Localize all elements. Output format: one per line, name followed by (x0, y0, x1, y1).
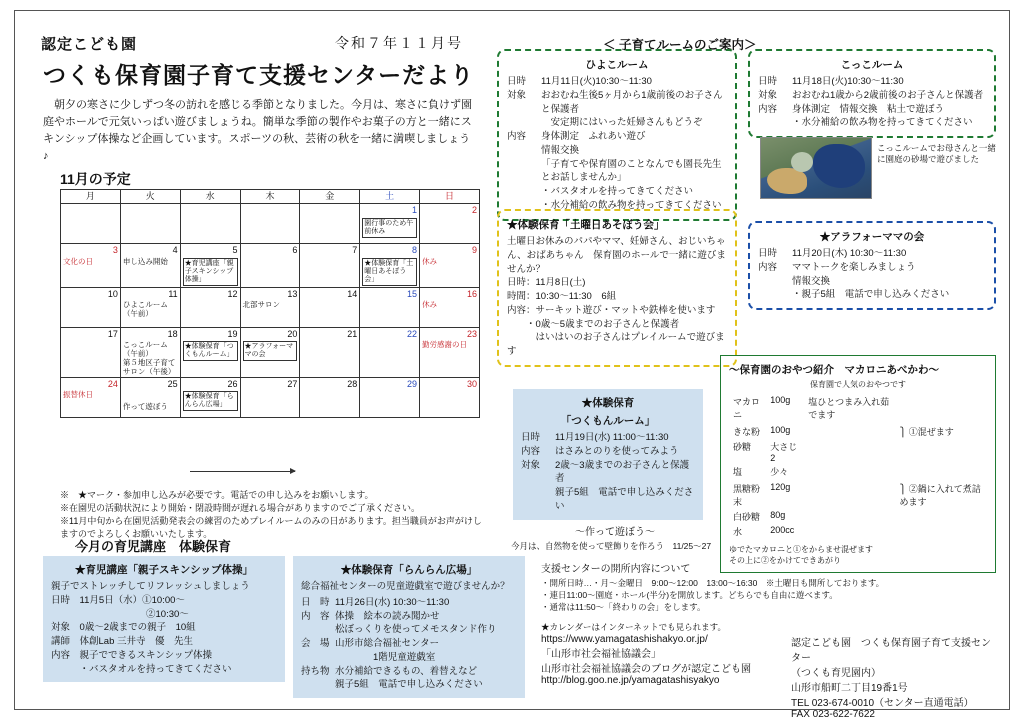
okashi-note: 塩ひとつまみ入れ茹でます (808, 396, 890, 420)
kokko-detail-row-label: 内容 (758, 103, 778, 115)
calendar-day-note: 休み (422, 256, 438, 266)
calendar-day-number: 14 (347, 288, 358, 299)
center-info-links[interactable] (541, 634, 791, 720)
calendar-day-number: 24 (107, 378, 118, 389)
calendar-day-cell[interactable] (120, 287, 180, 327)
calendar-weekday-5: 土 (360, 190, 420, 204)
arafo-detail-row-label (758, 288, 792, 302)
kokko-detail-row-label: 対象 (758, 89, 778, 101)
calendar-day-cell[interactable] (420, 327, 480, 377)
hiyoko-detail-row (507, 130, 727, 144)
hiyoko-detail-row-label: 日時 (507, 76, 527, 87)
hiyoko-detail-row-value: ・水分補給の飲み物を持ってきてください (541, 199, 722, 211)
calendar-week-row (61, 287, 480, 327)
okashi-name: 塩 (733, 466, 743, 477)
hiyoko-detail-row-value: おおむね生後5ヶ月から1歳前後のお子さんと保護者 (541, 89, 723, 115)
calendar-weekday-4: 金 (300, 190, 360, 204)
tsukumon-detail-row (521, 486, 695, 514)
tsukumon-detail-row-value: 親子5組 電話で申し込みください (555, 487, 694, 512)
calendar-day-cell[interactable] (420, 244, 480, 287)
tsukumon-detail-row-label: 内容 (521, 445, 541, 457)
ranran-detail-row (301, 623, 517, 637)
ranran-detail-row-label: 会 場 (301, 638, 330, 650)
calendar-day-cell[interactable] (240, 244, 300, 287)
calendar-note: ※11月中旬から在園児活動発表会の練習のためプレイルームのみの日があります。担当職員がお声がけしますのでよろしくお願いいたします。 (60, 516, 482, 540)
calendar-weekday-6: 日 (420, 190, 480, 204)
calendar-day-note: 文化の日 (63, 256, 93, 266)
calendar-day-number: 4 (172, 245, 178, 256)
calendar-day-note: 勤労感謝の日 (422, 339, 468, 349)
ranran-detail-row-label: 日 時 (301, 596, 330, 608)
okashi-title: ～保育園のおやつ紹介 マカロニあべかわ～ (729, 364, 939, 376)
calendar-asobo-label: 作って遊ぼう (122, 402, 168, 412)
calendar-day-number: 18 (167, 328, 178, 339)
tsukumon-detail-row-value: 11月19日(水) 11:00～11:30 (555, 432, 669, 443)
calendar-day-number: 20 (287, 328, 298, 339)
okashi-name: 黒糖粉末 (733, 483, 761, 507)
calendar-day-cell[interactable] (360, 204, 420, 244)
ikuji-detail-line: ・バスタオルを持ってきてください (51, 663, 232, 675)
doyou-detail-line: 時間：10:30～11:30 6組 (507, 291, 617, 303)
center-info-title: 支援センターの開所内容について (541, 564, 691, 575)
center-info-footer-line: （つくも育児園内） (791, 667, 881, 679)
center-info-footer-line: TEL 023-674-0010（センター直通電話） (791, 697, 974, 709)
calendar-day-note: ★アラフォーママの会 (243, 341, 298, 361)
calendar-day-cell[interactable] (180, 244, 240, 287)
tsukumon-detail-row-label: 対象 (521, 459, 541, 471)
okashi-row (729, 481, 987, 509)
calendar-day-note: 第５地区子育てサロン（午後） (122, 357, 176, 376)
calendar-day-note: ★体験保育「らんらん広場」 (183, 391, 238, 411)
tsukumon-detail-row-value: 2歳～3歳までのお子さんと保護者 (555, 459, 690, 485)
center-info-line: ・通常は11:50～「終わりの会」をします。 (541, 601, 706, 612)
okashi-name: きな粉 (733, 426, 761, 437)
ranran-detail-row-value: 11月26日(水) 10:30～11:30 (335, 596, 450, 608)
calendar-day-cell[interactable] (300, 377, 360, 417)
okashi-note (804, 439, 895, 464)
arafo-detail-row-label (758, 275, 792, 289)
calendar-weekday-1: 火 (120, 190, 180, 204)
calendar-day-note: 休み (422, 299, 438, 309)
calendar-day-number: 30 (466, 378, 477, 389)
ikuji-detail-line: 日時 11月5日（水）①10:00～ (51, 594, 185, 606)
calendar-table (60, 189, 480, 418)
calendar-day-cell[interactable] (360, 244, 420, 287)
center-info-line: ・連日11:00～園庭・ホール(半分)を開放します。どちらでも自由に遊べます。 (541, 589, 838, 600)
calendar-day-number: 9 (471, 245, 477, 256)
okashi-row (729, 394, 987, 422)
ranran-detail-row (301, 610, 517, 624)
calendar-day-cell[interactable] (300, 327, 360, 377)
ranran-detail-row-value: 親子5組 電話で申し込みください (335, 679, 483, 691)
hiyoko-detail-row (507, 89, 727, 117)
okashi-amount: 200cc (770, 524, 795, 535)
calendar-day-cell[interactable] (240, 287, 300, 327)
ikuji-detail-line: 親子でストレッチしてリフレッシュしましょう (51, 581, 250, 592)
calendar-day-number: 7 (352, 245, 358, 256)
calendar-day-cell[interactable] (61, 377, 121, 417)
center-info-line: ・開所日時…・月～金曜日 9:00～12:00 13:00～16:30 ※土曜日も開所しております。 (541, 578, 885, 588)
hiyoko-detail-row-value: 情報交換 (541, 144, 580, 156)
okashi-box (720, 355, 996, 573)
calendar-day-cell[interactable] (300, 204, 360, 244)
arafo-detail-row-value: ママトークを楽しみましょう (792, 261, 916, 273)
calendar-day-number: 23 (466, 328, 477, 339)
ranran-hiroba-title: ★体験保育「らんらん広場」 (340, 564, 478, 576)
calendar-day-cell[interactable] (360, 327, 420, 377)
ranran-detail-row-value: 松ぼっくりを使ってメモスタンド作り (335, 624, 497, 636)
hiyoko-detail-row-label: 対象 (507, 89, 527, 101)
okashi-row (729, 424, 987, 439)
hiyoko-detail-row (507, 158, 727, 186)
calendar-day-number: 17 (107, 328, 118, 339)
hiyoko-detail-row (507, 75, 727, 89)
arafo-detail-row (758, 275, 986, 289)
hiyoko-detail-row (507, 185, 727, 199)
page-title: つくも保育園子育て支援センターだより (43, 62, 475, 88)
okashi-subtitle: 保育園で人気のおやつです (810, 380, 906, 389)
okashi-amount: 80g (770, 509, 786, 520)
calendar-day-note: 北部サロン (242, 299, 281, 309)
arafo-mama-box (748, 221, 996, 310)
ranran-hiroba-intro: 総合福祉センターの児童遊戯室で遊びませんか？ (301, 581, 510, 592)
center-info-lines (541, 578, 991, 614)
ranran-detail-row-value: 1階児童遊戯室 (335, 651, 436, 663)
calendar-header-row (61, 190, 480, 204)
hiyoko-detail-row-value: 「子育てや保育園のことなんでも園長先生とお話しませんか」 (541, 158, 722, 184)
doyou-asobokai-details (507, 235, 727, 359)
calendar-day-note: 園行事のため午前休み (362, 218, 417, 238)
calendar-day-cell[interactable] (300, 287, 360, 327)
tsukumon-detail-row-value: はさみとのりを使ってみよう (555, 445, 679, 457)
hiyoko-detail-row-label (507, 158, 541, 186)
okashi-amount: 100g (770, 424, 791, 435)
calendar-day-number: 8 (412, 245, 418, 256)
hiyoko-detail-row-value: 安定期にはいった妊婦さんもどうぞ (541, 117, 703, 129)
asobo-title: ～作って遊ぼう～ (575, 527, 655, 538)
okashi-amount: 120g (770, 481, 791, 492)
calendar-day-number: 26 (227, 378, 238, 389)
ranran-detail-row (301, 637, 517, 651)
calendar-day-cell[interactable] (360, 287, 420, 327)
kokko-detail-row-value: 身体測定 情報交換 粘土で遊ぼう (792, 103, 945, 115)
okashi-amount: 少々 (770, 466, 789, 477)
arafo-detail-row (758, 261, 986, 275)
calendar-day-cell[interactable] (240, 204, 300, 244)
calendar-day-cell[interactable] (420, 287, 480, 327)
okashi-recipe-table (729, 394, 987, 539)
calendar-day-number: 29 (407, 378, 418, 389)
ranran-hiroba-box (293, 556, 525, 698)
okashi-name: 白砂糖 (733, 511, 761, 522)
calendar-day-number: 16 (466, 288, 477, 299)
arafo-mama-details (758, 247, 986, 302)
calendar-day-number: 27 (287, 378, 298, 389)
photo-child (791, 152, 813, 172)
calendar-day-number: 6 (292, 245, 298, 256)
hiyoko-detail-row-label: 内容 (507, 131, 527, 143)
calendar-weekday-2: 水 (180, 190, 240, 204)
ikuji-detail-line: 対象 0歳～2歳までの親子 10組 (51, 622, 196, 634)
center-info-footer-line: FAX 023-622-7622 (791, 708, 875, 720)
calendar-day-number: 2 (471, 205, 477, 216)
photo-figure (813, 144, 865, 188)
asobo-arrow (190, 471, 295, 472)
okashi-brace-2: ⎫ ②鍋に入れて煮詰めます (899, 483, 981, 507)
ranran-detail-row (301, 665, 517, 679)
tsukumon-room-title2: 「つくもんルーム」 (560, 415, 656, 427)
ikuji-detail-line: 内容 親子でできるスキンシップ体操 (51, 649, 212, 661)
tsukumon-room-details (521, 431, 695, 514)
arafo-mama-title: ★アラフォーママの会 (819, 231, 925, 243)
calendar-day-number: 25 (167, 378, 178, 389)
hiyoko-room-title: ひよこルーム (585, 59, 649, 71)
doyou-detail-line: 内容：サーキット遊び・マットや鉄棒を使います (507, 304, 716, 316)
calendar-day-cell[interactable] (180, 287, 240, 327)
hiyoko-detail-row-value: 身体測定 ふれあい遊び (541, 131, 646, 143)
center-info-footer-line: 認定こども園 つくも保育園子育て支援センター (791, 637, 991, 664)
ranran-detail-row-value: 水分補給できるもの、着替えなど (335, 665, 478, 677)
okashi-name: マカロニ (733, 396, 761, 420)
ranran-detail-row (301, 678, 517, 692)
calendar-day-number: 5 (232, 245, 238, 256)
calendar-day-cell[interactable] (420, 204, 480, 244)
calendar-day-cell[interactable] (61, 244, 121, 287)
okashi-amount: 大さじ2 (770, 441, 798, 463)
arafo-detail-row (758, 247, 986, 261)
calendar-day-number: 13 (287, 288, 298, 299)
photo-caption: こっこルームでお母さんと一緒に園庭の砂場で遊びました (877, 143, 996, 165)
okashi-note (804, 424, 895, 439)
hiyoko-detail-row-value: ・バスタオルを持ってきてください (541, 186, 694, 198)
calendar-notes (60, 489, 490, 541)
kokko-room-details (758, 75, 986, 130)
calendar-day-number: 19 (227, 328, 238, 339)
ranran-detail-row (301, 596, 517, 610)
kokko-detail-row (758, 89, 986, 103)
center-info-footer (791, 634, 991, 720)
ranran-hiroba-details (301, 596, 517, 692)
hiyoko-detail-row-label (507, 144, 541, 158)
guide-heading: ＜ 子育てルームのご案内＞ (603, 38, 757, 52)
calendar-day-cell[interactable] (180, 204, 240, 244)
arafo-detail-row-label: 日時 (758, 248, 778, 259)
ranran-detail-row-label (301, 651, 335, 665)
calendar-day-note: こっこルーム（午前） (122, 339, 168, 358)
okashi-step: ゆでたマカロニと①をからませ混ぜます (729, 544, 873, 554)
tsukumon-detail-row-label (521, 486, 555, 514)
hiyoko-detail-row-label (507, 116, 541, 130)
calendar-day-number: 3 (112, 245, 118, 256)
kokko-detail-row-value: ・水分補給の飲み物を持ってきてください (792, 117, 973, 129)
ranran-detail-row-label: 内 容 (301, 610, 330, 622)
calendar-day-cell[interactable] (61, 287, 121, 327)
okashi-step: その上に②をかけてできあがり (729, 555, 841, 565)
intro-paragraph: 朝夕の寒さに少しずつ冬の訪れを感じる季節となりました。今月は、寒さに負けず園庭やホールで元気いっぱい遊びましょうね。簡単な季節の製作やお菓子の方と一緒にスキンシップ体操など企画しています。スポーツの秋、芸術の秋を一緒に満喫しましょう♪ (43, 99, 472, 163)
calendar-week-row (61, 204, 480, 244)
calendar-day-cell[interactable] (120, 327, 180, 377)
tsukumon-room-box (513, 389, 703, 520)
arafo-detail-row-value: 11月20日(木) 10:30～11:30 (792, 248, 907, 259)
ikuji-kouza-details (51, 580, 277, 676)
tsukumon-detail-row (521, 431, 695, 445)
calendar-day-cell[interactable] (180, 377, 240, 417)
okashi-name: 水 (733, 526, 743, 537)
bottom-section-title: 今月の育児講座 体験保育 (75, 539, 232, 554)
doyou-detail-line: 土曜日お休みのパパやママ、妊婦さん、おじいちゃん、おばあちゃん 保育園のホールで一緒に遊びませんか？ (507, 236, 726, 275)
okashi-note (804, 481, 895, 509)
kokko-detail-row-value: 11月18日(火)10:30～11:30 (792, 76, 904, 87)
doyou-detail-line: はいはいのお子さんはプレイルームで遊びます (507, 332, 725, 358)
center-info-link: 「山形市社会福祉協議会」 (541, 648, 661, 660)
ikuji-kouza-title: ★育児講座「親子スキンシップ体操」 (75, 564, 253, 576)
calendar-day-note: ひよこルーム（午前） (122, 299, 168, 318)
calendar-day-number: 10 (107, 288, 118, 299)
arafo-detail-row-value: ・親子5組 電話で申し込みください (792, 289, 950, 301)
tsukumon-detail-row (521, 459, 695, 487)
calendar-day-cell[interactable] (300, 244, 360, 287)
calendar-weekday-0: 月 (61, 190, 121, 204)
center-info-link: 山形市社会福祉協議会のブログが認定こども園 (541, 663, 751, 675)
hiyoko-room-details (507, 75, 727, 213)
calendar-day-cell[interactable] (120, 244, 180, 287)
kokko-room-box (748, 49, 996, 138)
calendar-day-number: 21 (347, 328, 358, 339)
ranran-detail-row-value: 体操 絵本の読み聞かせ (335, 610, 440, 622)
calendar-day-number: 22 (407, 328, 418, 339)
asobo-text: 今月は、自然物を使って壁飾りを作ろう 11/25～27 (511, 541, 712, 551)
hiyoko-detail-row-value: 11月11日(火)10:30～11:30 (541, 76, 652, 87)
kokko-detail-row-label (758, 116, 792, 130)
calendar-day-number: 11 (168, 288, 178, 299)
hiyoko-room-box (497, 49, 737, 221)
calendar-note: ※ ★マーク・参加申し込みが必要です。電話での申し込みをお願いします。 (60, 490, 374, 500)
kokko-detail-row-value: おおむね1歳から2歳前後のお子さんと保護者 (792, 89, 984, 101)
arafo-detail-row (758, 288, 986, 302)
hiyoko-detail-row (507, 116, 727, 130)
calendar-day-cell[interactable] (120, 377, 180, 417)
asobo-corner (505, 519, 725, 557)
calendar-day-note: 申し込み開始 (122, 256, 168, 266)
calendar-day-number: 12 (227, 288, 238, 299)
calendar-day-note: 振替休日 (63, 390, 93, 400)
calendar-body (61, 204, 480, 418)
calendar-day-cell[interactable] (240, 327, 300, 377)
ranran-detail-row-label (301, 623, 335, 637)
calendar-day-cell[interactable] (420, 377, 480, 417)
tsukumon-room-title1: ★体験保育 (581, 397, 635, 409)
kokko-detail-row (758, 116, 986, 130)
calendar-day-number: 15 (407, 288, 418, 299)
okashi-note (804, 509, 895, 524)
okashi-amount: 100g (770, 394, 791, 405)
calendar-day-cell[interactable] (120, 204, 180, 244)
ikuji-detail-line: ②10:30～ (51, 608, 189, 620)
calendar-week-row (61, 244, 480, 287)
calendar-day-cell[interactable] (360, 377, 420, 417)
kokko-detail-row (758, 75, 986, 89)
calendar-week-row (61, 377, 480, 417)
kokko-detail-row-label: 日時 (758, 76, 778, 87)
calendar-day-number: 28 (347, 378, 358, 389)
center-info-box (535, 556, 997, 724)
issue-label: 令和７年１１月号 (335, 35, 463, 51)
ikuji-detail-line: 講師 体創Lab 三井寺 優 先生 (51, 636, 193, 648)
okashi-name: 砂糖 (733, 441, 752, 452)
playground-photo (760, 137, 872, 199)
kokko-room-title: こっこルーム (840, 59, 904, 71)
calendar-week-row (61, 327, 480, 377)
doyou-detail-line: 日時：11月8日(土) (507, 277, 586, 289)
doyou-asobokai-title: ★体験保育「土曜日あそぼう会」 (507, 219, 665, 231)
calendar-day-cell[interactable] (61, 204, 121, 244)
calendar-day-number: 1 (412, 205, 418, 216)
calendar-title: 11月の予定 (60, 171, 131, 187)
calendar-weekday-3: 木 (240, 190, 300, 204)
okashi-note (804, 524, 895, 539)
arafo-detail-row-label: 内容 (758, 261, 778, 273)
calendar-day-cell[interactable] (61, 327, 121, 377)
calendar-day-note: ★体験保育「つくもんルーム」 (183, 341, 238, 361)
calendar-day-note: ★育児講座「親子スキンシップ体操」 (183, 258, 238, 286)
tsukumon-detail-row (521, 445, 695, 459)
center-info-link: http://blog.goo.ne.jp/yamagatashisyakyo (541, 674, 720, 686)
arafo-detail-row-value: 情報交換 (792, 275, 831, 287)
calendar-note: ※在園児の活動状況により開始・閉設時間が遅れる場合がありますのでご了承ください。 (60, 503, 421, 514)
organization-name: 認定こども園 (41, 36, 138, 53)
hiyoko-detail-row (507, 144, 727, 158)
okashi-brace-1: ⎫ ①混ぜます (899, 426, 954, 437)
calendar-day-note: ★体験保育「土曜日あそぼう会」 (362, 258, 417, 286)
center-info-link: https://www.yamagatashishakyo.or.jp/ (541, 633, 708, 645)
ranran-detail-row-label (301, 678, 335, 692)
calendar-wrapper (60, 189, 480, 418)
ranran-detail-row (301, 651, 517, 665)
calendar-day-cell[interactable] (240, 377, 300, 417)
calendar-day-cell[interactable] (180, 327, 240, 377)
ranran-detail-row-label: 持ち物 (301, 665, 330, 677)
newsletter-page (14, 10, 1010, 720)
doyou-asobokai-box (497, 209, 737, 367)
ranran-detail-row-value: 山形市総合福祉センター (335, 638, 440, 650)
ikuji-kouza-box (43, 556, 285, 682)
center-calendar-note: ★カレンダーはインターネットでも見られます。 (541, 621, 727, 632)
kokko-detail-row (758, 103, 986, 117)
hiyoko-detail-row-label (507, 185, 541, 199)
tsukumon-detail-row-label: 日時 (521, 432, 541, 443)
doyou-detail-line: ・0歳～5歳までのお子さんと保護者 (507, 318, 680, 330)
center-info-footer-line: 山形市船町二丁目19番1号 (791, 682, 908, 694)
okashi-note (804, 464, 895, 479)
